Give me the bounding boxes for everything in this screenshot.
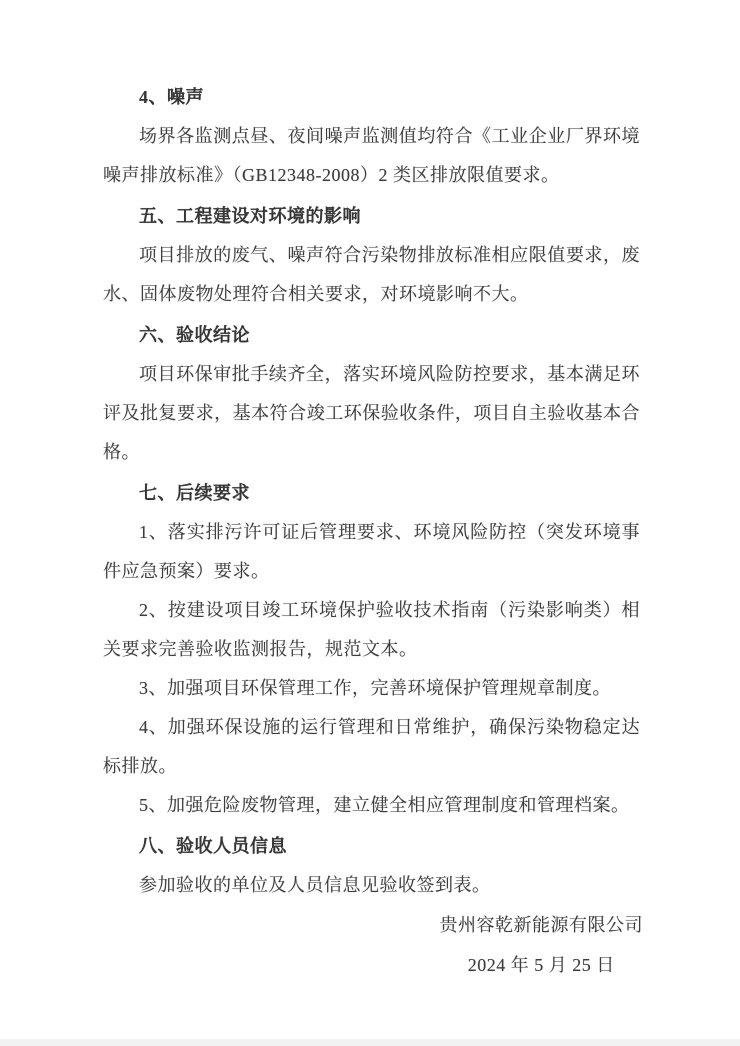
page-bottom-edge [0,1039,740,1046]
paragraph-followup-5: 5、加强危险废物管理，建立健全相应管理制度和管理档案。 [139,795,630,815]
paragraph-followup-1: 1、落实排污许可证后管理要求、环境风险防控（突发环境事件应急预案）要求。 [103,522,640,581]
section-heading-personnel: 八、验收人员信息 [139,836,287,856]
signature-block [440,905,644,985]
signature-date: 2024 年 5 月 25 日 [467,955,615,975]
paragraph-conclusion: 项目环保审批手续齐全，落实环境风险防控要求，基本满足环评及批复要求，基本符合竣工环保验收条件，项目自主验收基本合格。 [103,364,640,462]
section-heading-followup: 七、后续要求 [139,483,250,503]
paragraph-impact: 项目排放的废气、噪声符合污染物排放标准相应限值要求，废水、固体废物处理符合相关要求，对环境影响不大。 [103,245,640,304]
company-name: 贵州容乾新能源有限公司 [439,915,643,935]
section-heading-conclusion: 六、验收结论 [139,325,250,345]
item-heading-noise: 4、噪声 [139,87,204,107]
section-heading-impact: 五、工程建设对环境的影响 [139,206,361,226]
paragraph-personnel: 参加验收的单位及人员信息见验收签到表。 [139,875,491,895]
paragraph-followup-2: 2、按建设项目竣工环境保护验收技术指南（污染影响类）相关要求完善验收监测报告，规范文本。 [103,600,640,659]
paragraph-followup-3: 3、加强项目环保管理工作，完善环境保护管理规章制度。 [139,678,611,698]
paragraph-followup-4: 4、加强环保设施的运行管理和日常维护，确保污染物稳定达标排放。 [103,717,640,776]
paragraph-noise-result: 场界各监测点昼、夜间噪声监测值均符合《工业企业厂界环境噪声排放标准》（GB12348-2008）2 类区排放限值要求。 [103,126,640,185]
